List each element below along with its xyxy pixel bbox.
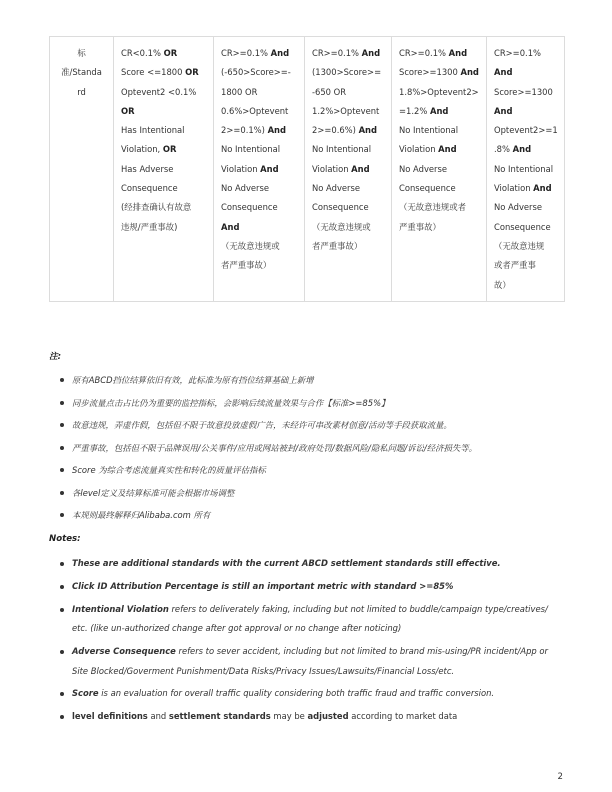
criteria-cell xyxy=(114,37,214,302)
criteria-line xyxy=(121,121,207,140)
criteria-line xyxy=(399,160,480,179)
note-en-term: These are additional standards with the current ABCD settlement standards still effective. xyxy=(72,558,501,568)
criteria-line xyxy=(121,44,207,63)
criteria-line xyxy=(494,179,558,198)
criteria-cell xyxy=(214,37,305,302)
criteria-line xyxy=(312,198,385,217)
note-en-text: is an evaluation for overall traffic quality considering both traffic fraud and traffic conversion. xyxy=(98,688,495,699)
criteria-line xyxy=(121,198,207,217)
note-en-term: Score xyxy=(72,688,99,699)
criteria-text: No Adverse xyxy=(494,202,543,213)
notes-cn-list xyxy=(60,374,560,532)
criteria-line xyxy=(399,44,480,63)
criteria-line xyxy=(221,102,298,121)
criteria-text: (-650>Score>=- xyxy=(221,67,291,78)
note-cn-item: 本规则最终解释归Alibaba.com 所有 xyxy=(60,509,560,521)
criteria-text: CR>=0.1% xyxy=(221,48,271,58)
note-en-item xyxy=(60,642,560,681)
criteria-line xyxy=(121,140,207,159)
note-en-text: refers to deliverately faking, including but not limited to buddle/campaign type/creatives/ etc. (like un-authorized change after got approval or no change after noticing) xyxy=(72,603,548,634)
criteria-text: 者严重事故） xyxy=(221,260,272,271)
note-en-text: refers to sever accident, including but not limited to brand mis-using/PR incident/App or Site Blocked/Goverment Punishment/Data Risks/Privacy Issues/Lawsuits/Financial Loss/etc. xyxy=(72,645,548,676)
criteria-text: Score>=1300 xyxy=(399,67,461,78)
criteria-text: Consequence xyxy=(121,183,178,194)
criteria-line xyxy=(121,83,207,102)
criteria-text: No Intentional xyxy=(221,144,281,155)
criteria-line xyxy=(399,121,480,140)
criteria-text: Has Intentional xyxy=(121,125,185,136)
criteria-keyword: And xyxy=(429,105,449,116)
criteria-line xyxy=(494,44,558,63)
criteria-text: Violation xyxy=(399,144,439,155)
criteria-text: 违规/严重事故) xyxy=(121,221,178,232)
criteria-line xyxy=(221,256,298,275)
criteria-line xyxy=(221,237,298,256)
criteria-line xyxy=(121,160,207,179)
criteria-line xyxy=(494,63,558,82)
criteria-text: 2>=0.6%) xyxy=(312,125,359,136)
criteria-text: 0.6%>Optevent xyxy=(221,105,289,116)
criteria-keyword: And xyxy=(438,144,457,155)
criteria-keyword: And xyxy=(533,183,552,194)
criteria-keyword: And xyxy=(361,48,381,58)
criteria-cell xyxy=(392,37,487,302)
note-cn-item: 各level定义及结算标准可能会根据市场调整 xyxy=(60,487,560,499)
criteria-text: 2>=0.1%) xyxy=(221,125,268,136)
criteria-text: CR>=0.1% xyxy=(494,48,541,58)
criteria-text: Violation xyxy=(494,183,534,194)
criteria-line xyxy=(399,102,480,121)
criteria-keyword: And xyxy=(494,67,513,78)
criteria-text: No Intentional xyxy=(312,144,372,155)
criteria-line xyxy=(312,102,385,121)
criteria-keyword: And xyxy=(448,48,468,58)
standard-label-line: 准/Standa xyxy=(61,67,102,78)
criteria-text: 1.2%>Optevent xyxy=(312,105,380,116)
criteria-text: 严重事故） xyxy=(399,221,441,232)
criteria-line xyxy=(494,276,558,295)
criteria-keyword: And xyxy=(494,105,513,116)
criteria-line xyxy=(121,102,207,121)
criteria-text: Has Adverse xyxy=(121,163,174,174)
criteria-text: Score>=1300 xyxy=(494,86,553,97)
criteria-line xyxy=(494,160,558,179)
criteria-keyword: OR xyxy=(121,105,135,116)
criteria-keyword: And xyxy=(270,48,290,58)
criteria-line xyxy=(312,140,385,159)
criteria-text: 故） xyxy=(494,279,511,290)
standard-label-line: 标 xyxy=(77,48,86,58)
note-en-item xyxy=(60,554,560,574)
criteria-line xyxy=(221,63,298,82)
criteria-text: No Adverse xyxy=(399,163,448,174)
criteria-keyword: And xyxy=(221,221,240,232)
note-en-term: Click ID Attribution Percentage is still an important metric with standard >=85% xyxy=(72,580,454,591)
criteria-text: Consequence xyxy=(221,202,278,213)
notes-en-list xyxy=(60,554,560,730)
criteria-line xyxy=(494,140,558,159)
criteria-line xyxy=(399,63,480,82)
criteria-text: Optevent2>=1 xyxy=(494,125,558,136)
criteria-text: (经排查确认有故意 xyxy=(121,202,192,213)
criteria-text: CR<0.1% xyxy=(121,48,164,58)
criteria-line xyxy=(221,218,298,237)
notes-cn-title: 注: xyxy=(49,352,62,362)
note-en-text: and xyxy=(147,711,169,722)
notes-en-title: Notes: xyxy=(49,534,81,544)
criteria-line xyxy=(399,218,480,237)
criteria-line xyxy=(221,83,298,102)
criteria-line xyxy=(399,198,480,217)
criteria-line xyxy=(399,179,480,198)
criteria-text: （无故意违规或 xyxy=(312,221,371,232)
criteria-text: Violation, xyxy=(121,144,163,155)
criteria-line xyxy=(121,179,207,198)
criteria-line xyxy=(121,63,207,82)
note-cn-item: 严重事故，包括但不限于品牌误用/公关事件/应用或网站被封/政府处罚/数据风险/隐私问题/诉讼/经济损失等。 xyxy=(60,442,560,454)
criteria-text: 或者严重事 xyxy=(494,260,536,271)
note-cn-item: 同步流量点击占比仍为重要的监控指标，会影响后续流量效果与合作【标准>=85%】 xyxy=(60,397,560,409)
criteria-keyword: And xyxy=(460,67,479,78)
criteria-text: =1.2% xyxy=(399,105,430,116)
criteria-line xyxy=(221,121,298,140)
criteria-text: 1.8%>Optevent2> xyxy=(399,86,479,97)
criteria-cell xyxy=(305,37,392,302)
note-en-text: according to market data xyxy=(348,711,458,722)
criteria-text: （无故意违规 xyxy=(494,240,545,251)
criteria-line xyxy=(221,44,298,63)
criteria-line xyxy=(494,256,558,275)
criteria-line xyxy=(494,121,558,140)
page-number: 2 xyxy=(557,772,563,782)
criteria-keyword: OR xyxy=(185,67,199,78)
criteria-text: (1300>Score>= xyxy=(312,67,382,78)
criteria-line xyxy=(494,237,558,256)
criteria-text: 者严重事故） xyxy=(312,240,363,251)
criteria-line xyxy=(312,160,385,179)
criteria-text: Consequence xyxy=(494,221,551,232)
standard-row xyxy=(50,37,565,302)
criteria-line xyxy=(221,198,298,217)
criteria-line xyxy=(312,44,385,63)
criteria-line xyxy=(221,160,298,179)
criteria-text: No Adverse xyxy=(312,183,361,194)
criteria-keyword: And xyxy=(260,163,279,174)
criteria-line xyxy=(221,179,298,198)
criteria-keyword: And xyxy=(267,125,287,136)
criteria-line xyxy=(221,140,298,159)
note-en-text: may be xyxy=(270,711,308,722)
criteria-keyword: OR xyxy=(162,144,177,155)
criteria-text: （无故意违规或 xyxy=(221,240,280,251)
criteria-line xyxy=(312,63,385,82)
criteria-text: No Intentional xyxy=(399,125,459,136)
criteria-text: No Adverse xyxy=(221,183,270,194)
criteria-text: CR>=0.1% xyxy=(399,48,449,58)
criteria-line xyxy=(494,102,558,121)
standard-table xyxy=(49,36,565,302)
note-en-item xyxy=(60,684,560,704)
criteria-line xyxy=(494,218,558,237)
criteria-line xyxy=(399,83,480,102)
note-cn-item: 原有ABCD挡位结算依旧有效，此标准为原有挡位结算基础上新增 xyxy=(60,374,560,386)
criteria-keyword: And xyxy=(512,144,532,155)
note-en-item xyxy=(60,600,560,639)
note-en-item xyxy=(60,577,560,597)
criteria-line xyxy=(312,179,385,198)
criteria-text: （无故意违规或者 xyxy=(399,202,466,213)
criteria-keyword: And xyxy=(358,125,378,136)
criteria-line xyxy=(312,83,385,102)
criteria-text: .8% xyxy=(494,144,513,155)
note-en-term: Adverse Consequence xyxy=(72,645,176,656)
standard-label-line: rd xyxy=(77,86,86,97)
criteria-line xyxy=(312,121,385,140)
criteria-text: Score <=1800 xyxy=(121,67,186,78)
criteria-line xyxy=(312,237,385,256)
note-en-term: level definitions xyxy=(72,711,148,722)
criteria-text: Consequence xyxy=(312,202,369,213)
criteria-text: -650 OR xyxy=(312,86,347,97)
note-en-term: settlement standards xyxy=(168,711,271,722)
criteria-cell xyxy=(487,37,565,302)
note-en-term: Intentional Violation xyxy=(72,603,169,614)
note-cn-item: Score 为综合考虑流量真实性和转化的质量评估指标 xyxy=(60,464,560,476)
note-en-item xyxy=(60,707,560,727)
standard-label-cell xyxy=(50,37,114,302)
criteria-text: 1800 OR xyxy=(221,86,258,97)
criteria-keyword: OR xyxy=(163,48,178,58)
criteria-text: Violation xyxy=(221,163,261,174)
note-cn-item: 故意违规，弄虚作假，包括但不限于故意投放虚假广告，未经许可串改素材创意/活动等手段获取流量。 xyxy=(60,419,560,431)
criteria-text: Optevent2 <0.1% xyxy=(121,86,197,97)
criteria-line xyxy=(494,198,558,217)
criteria-line xyxy=(494,83,558,102)
criteria-line xyxy=(121,218,207,237)
criteria-text: No Intentional xyxy=(494,163,554,174)
note-en-term: adjusted xyxy=(307,711,349,722)
criteria-text: CR>=0.1% xyxy=(312,48,362,58)
criteria-text: Violation xyxy=(312,163,352,174)
criteria-keyword: And xyxy=(351,163,370,174)
criteria-line xyxy=(312,218,385,237)
criteria-text: Consequence xyxy=(399,183,456,194)
criteria-line xyxy=(399,140,480,159)
